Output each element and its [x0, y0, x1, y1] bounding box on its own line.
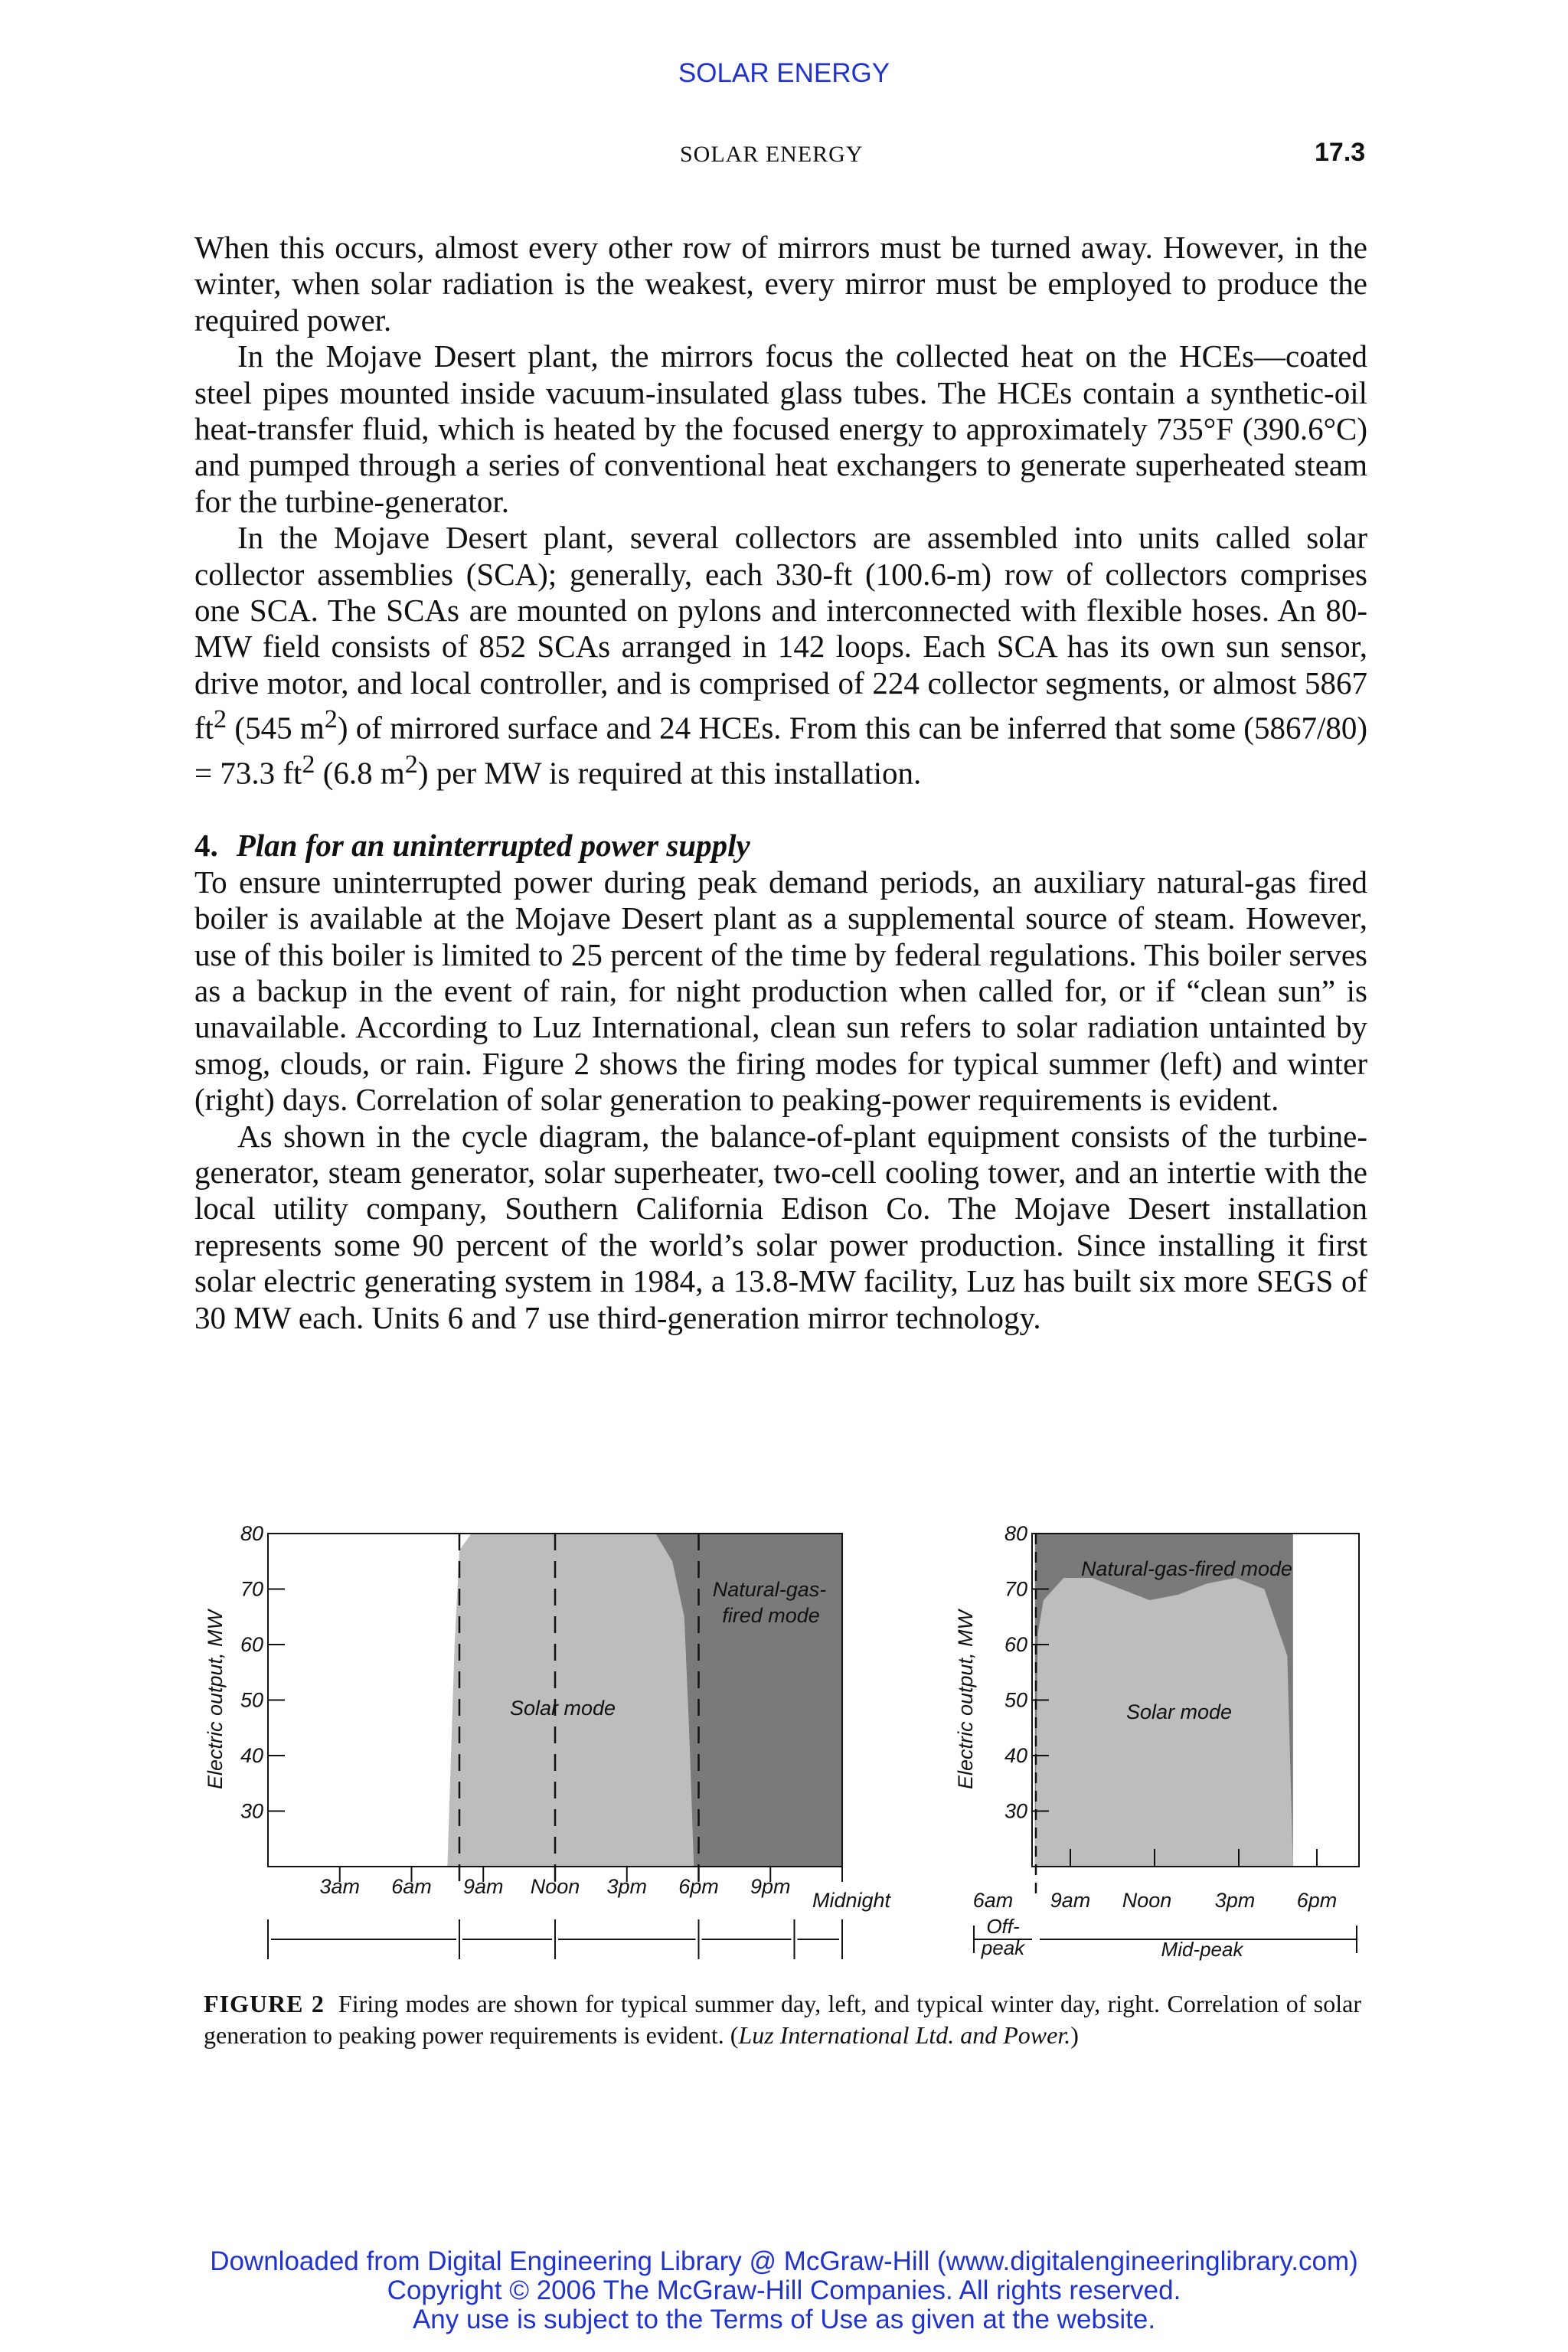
winter-offpeak-label-1: Off- — [986, 1915, 1020, 1938]
paragraph-3 — [194, 520, 1367, 792]
footer-download-link[interactable]: Downloaded from Digital Engineering Library @ McGraw-Hill (www.digitalengineeringlibrary.com) — [210, 2246, 1358, 2276]
x-tick-label: 9pm — [750, 1875, 791, 1898]
y-tick-label: 40 — [1004, 1744, 1027, 1767]
summer-x-ticks — [319, 1867, 891, 1912]
winter-offpeak-label-2: peak — [981, 1936, 1025, 1959]
x-tick-label: Midnight — [812, 1889, 891, 1912]
winter-midpeak-label: Mid-peak — [1161, 1938, 1243, 1961]
x-tick-label: 6pm — [678, 1875, 719, 1898]
summer-gas-label-line2: fired mode — [722, 1604, 820, 1627]
x-tick-label: 6am — [391, 1875, 432, 1898]
paragraph-3-part-a: In the Mojave Desert plant, several collectors are assembled into units called solar collector assemblies (SCA); generally, each 330-ft (100.6-m) row of collectors comprises one SCA. The SCAs are mounted on pylons and interconnected with flexible hoses. An 80-MW field consists of 852 SCAs arranged in 142 loops. Each SCA has its own sun sensor, drive motor, and local controller, and is comprised of 224 collector segments, or almost 5867 ft — [194, 520, 1367, 746]
y-tick-label: 30 — [240, 1799, 263, 1823]
caption-text: Firing modes are shown for typical summer day, left, and typical winter day, right. Correlation of solar generation to peaking power requirements is evident. ( — [204, 1990, 1361, 2049]
superscript: 2 — [214, 705, 227, 734]
y-tick-label: 50 — [1004, 1688, 1027, 1712]
superscript: 2 — [302, 750, 315, 779]
y-tick-label: 40 — [240, 1744, 263, 1767]
figure-svg — [191, 1520, 1386, 1971]
paragraph-3-part-c: ) of mirrored surface and 24 HCEs. From this can be inferred that some (5867/80) = 73.3 ft — [194, 710, 1367, 791]
running-head: SOLAR ENERGY — [680, 142, 864, 167]
x-tick-label: 9am — [1050, 1889, 1091, 1912]
top-link[interactable]: SOLAR ENERGY — [678, 58, 890, 88]
caption-close: ) — [1070, 2021, 1079, 2049]
x-tick-label: Noon — [1122, 1889, 1172, 1912]
winter-chart — [954, 1522, 1359, 1961]
paragraph-4: To ensure uninterrupted power during peak demand periods, an auxiliary natural-gas fired boiler is available at the Mojave Desert plant as a supplemental source of steam. However, use of this boiler is limited to 25 percent of the time by federal regulations. This boiler serves as a backup in the event of rain, for night production when called for, or if “clean sun” is unavailable. According to Luz International, clean sun refers to solar radiation untainted by smog, clouds, or rain. Figure 2 shows the firing modes for typical summer (left) and winter (right) days. Correlation of solar generation to peaking-power requirements is evident. — [194, 864, 1367, 1118]
x-tick-label: 6pm — [1296, 1889, 1338, 1912]
x-tick-label: 6am — [972, 1889, 1014, 1912]
section-number: 4. — [194, 828, 218, 864]
body-text — [194, 230, 1367, 1336]
summer-y-axis-label: Electric output, MW — [204, 1609, 227, 1790]
summer-chart — [204, 1522, 892, 1959]
page-number: 17.3 — [1315, 138, 1366, 167]
summer-period-arrows — [268, 1919, 842, 1959]
summer-gas-label-line1: Natural-gas- — [712, 1578, 827, 1601]
paragraph-1: When this occurs, almost every other row of mirrors must be turned away. However, in the winter, when solar radiation is the weakest, every mirror must be employed to produce the required power. — [194, 230, 1367, 338]
paragraph-2: In the Mojave Desert plant, the mirrors focus the collected heat on the HCEs—coated steel pipes mounted inside vacuum-insulated glass tubes. The HCEs contain a synthetic-oil heat-transfer fluid, which is heated by the focused energy to approximately 735°F (390.6°C) and pumped through a series of conventional heat exchangers to generate superheated steam for the turbine-generator. — [194, 338, 1367, 519]
x-tick-label: 3pm — [606, 1875, 648, 1898]
x-tick-label: 3pm — [1214, 1889, 1256, 1912]
y-tick-label: 70 — [240, 1577, 263, 1601]
summer-solar-label: Solar mode — [509, 1697, 616, 1720]
figure-2 — [191, 1520, 1386, 1971]
figure-caption — [204, 1988, 1361, 2051]
footer — [0, 2247, 1568, 2334]
caption-label: FIGURE 2 — [204, 1990, 325, 2017]
y-tick-label: 80 — [240, 1522, 263, 1545]
winter-gas-label: Natural-gas-fired mode — [1080, 1557, 1293, 1580]
y-tick-label: 60 — [1004, 1633, 1027, 1656]
paragraph-3-part-b: (545 m — [227, 710, 325, 746]
caption-source: Luz International Ltd. and Power. — [738, 2021, 1071, 2049]
winter-y-axis-label: Electric output, MW — [954, 1609, 977, 1790]
section-heading — [194, 828, 1367, 864]
paragraph-3-part-d: (6.8 m — [315, 756, 405, 791]
paragraph-3-part-e: ) per MW is required at this installation. — [417, 756, 922, 791]
y-tick-label: 80 — [1004, 1522, 1027, 1545]
section-title: Plan for an uninterrupted power supply — [236, 828, 750, 864]
y-tick-label: 70 — [1004, 1577, 1027, 1601]
x-tick-label: Noon — [530, 1875, 580, 1898]
footer-terms-link[interactable]: Any use is subject to the Terms of Use as given at the website. — [412, 2305, 1156, 2334]
superscript: 2 — [324, 705, 338, 734]
y-tick-label: 30 — [1004, 1799, 1027, 1823]
superscript: 2 — [404, 750, 418, 779]
y-tick-label: 60 — [240, 1633, 263, 1656]
x-tick-label: 9am — [462, 1875, 504, 1898]
winter-solar-label: Solar mode — [1125, 1700, 1233, 1723]
paragraph-5: As shown in the cycle diagram, the balance-of-plant equipment consists of the turbine-generator, steam generator, solar superheater, two-cell cooling tower, and an intertie with the local utility company, Southern California Edison Co. The Mojave Desert installation represents some 90 percent of the world’s solar power production. Since installing it first solar electric generating system in 1984, a 13.8-MW facility, Luz has built six more SEGS of 30 MW each. Units 6 and 7 use third-generation mirror technology. — [194, 1118, 1367, 1335]
y-tick-label: 50 — [240, 1688, 263, 1712]
footer-copyright: Copyright © 2006 The McGraw-Hill Companies. All rights reserved. — [387, 2275, 1181, 2305]
x-tick-label: 3am — [319, 1875, 361, 1898]
